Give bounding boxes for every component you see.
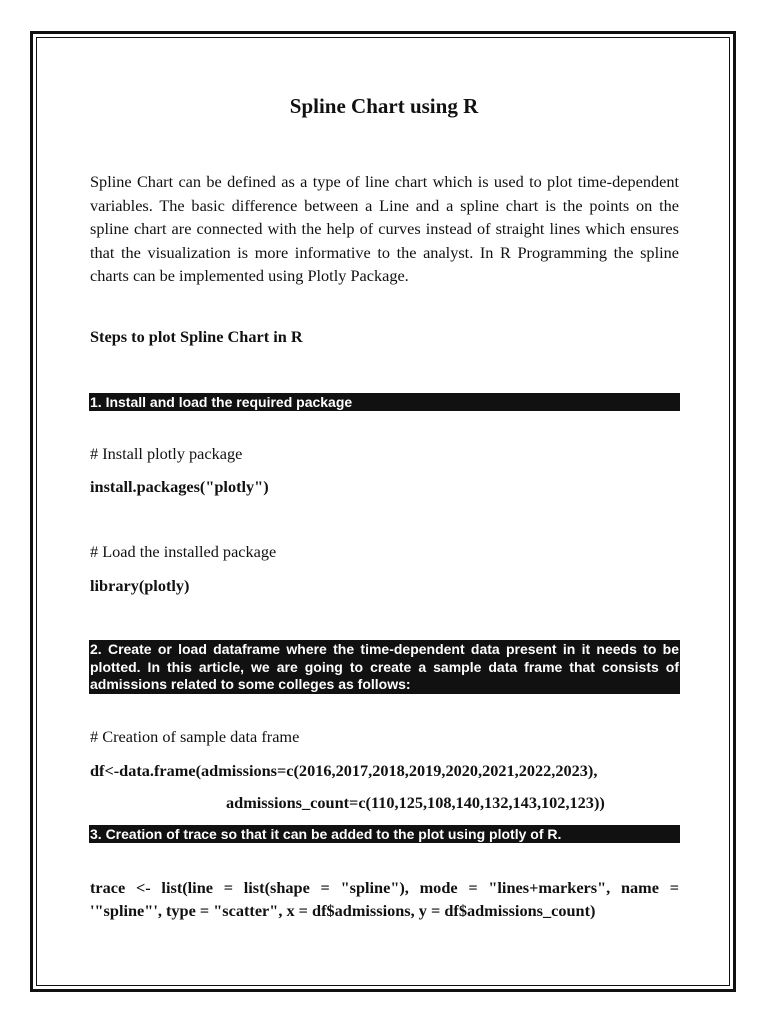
dataframe-code-line-1: df<-data.frame(admissions=c(2016,2017,2018,2019,2020,2021,2022,2023),	[90, 761, 598, 780]
steps-heading: Steps to plot Spline Chart in R	[90, 327, 303, 346]
load-comment: # Load the installed package	[90, 542, 277, 561]
step-1-heading: 1. Install and load the required package	[89, 393, 680, 411]
dataframe-code-line-2: admissions_count=c(110,125,108,140,132,143,102,123))	[226, 793, 605, 812]
page-title: Spline Chart using R	[289, 94, 479, 118]
install-comment: # Install plotly package	[90, 444, 243, 463]
dataframe-comment: # Creation of sample data frame	[90, 727, 300, 746]
install-code: install.packages("plotly")	[90, 477, 269, 496]
step-2-heading: 2. Create or load dataframe where the time-dependent data present in it needs to be plotted. In this article, we are going to create a sample data frame that consists of admissions related to some colleges as follows:	[90, 641, 679, 693]
intro-paragraph: Spline Chart can be defined as a type of line chart which is used to plot time-dependent variables. The basic difference between a Line and a spline chart is the points on the spline chart are connected with the help of curves instead of straight lines which ensures that the visualization is more informative to the analyst. In R Programming the spline charts can be implemented using Plotly Package.	[90, 172, 679, 285]
trace-code: trace <- list(line = list(shape = "spline"), mode = "lines+markers", name = '"spline"', type = "scatter", x = df$admissions, y = df$admissions_count)	[90, 878, 679, 920]
load-code: library(plotly)	[90, 576, 190, 595]
step-3-heading: 3. Creation of trace so that it can be added to the plot using plotly of R.	[89, 825, 680, 843]
